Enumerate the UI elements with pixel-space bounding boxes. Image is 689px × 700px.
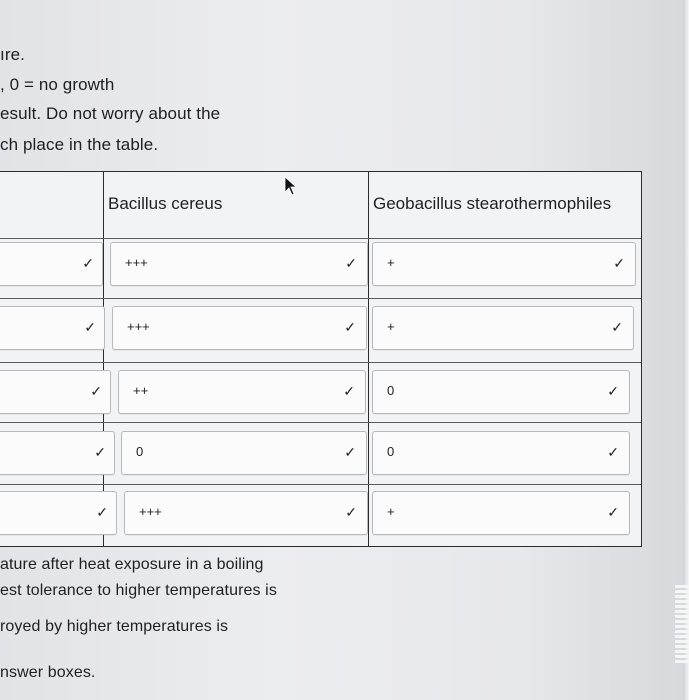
row-2-bacillus-select[interactable]: +++ ✓: [112, 306, 367, 350]
row-2-geobacillus-select[interactable]: + ✓: [372, 306, 634, 350]
chevron-down-icon: ✓: [344, 319, 356, 335]
row-5-bacillus-select[interactable]: +++ ✓: [124, 491, 368, 535]
row-divider: [0, 362, 641, 363]
row-3-treatment-select[interactable]: [0, 370, 111, 414]
chevron-down-icon: ✓: [90, 383, 102, 399]
row-1-treatment-select[interactable]: [0, 242, 103, 286]
chevron-down-icon: ✓: [94, 444, 106, 460]
row-4-bacillus-select[interactable]: 0 ✓: [121, 431, 367, 475]
row-2-treatment-select[interactable]: [0, 306, 105, 350]
chevron-down-icon: ✓: [96, 504, 108, 520]
instruction-line-2: , 0 = no growth: [0, 75, 115, 94]
chevron-down-icon: ✓: [84, 319, 96, 335]
header-bacillus-cereus: Bacillus cereus: [108, 194, 223, 213]
row-divider: [0, 298, 641, 299]
chevron-down-icon: ✓: [611, 319, 623, 335]
results-table: [0, 171, 642, 547]
chevron-down-icon: ✓: [82, 255, 94, 271]
chevron-down-icon: ✓: [607, 444, 619, 460]
question-line-2: est tolerance to higher temperatures is: [0, 582, 277, 599]
chevron-down-icon: ✓: [344, 444, 356, 460]
question-line-4: nswer boxes.: [0, 664, 96, 681]
column-divider: [368, 172, 369, 546]
instruction-line-1: ıre.: [0, 45, 25, 64]
row-3-geobacillus-select[interactable]: 0 ✓: [372, 370, 630, 414]
screen-edge-highlights: [675, 585, 689, 700]
question-line-1: ature after heat exposure in a boiling: [0, 556, 264, 573]
mouse-pointer-icon: [284, 176, 298, 196]
row-5-geobacillus-select[interactable]: + ✓: [372, 491, 630, 535]
chevron-down-icon: ✓: [345, 255, 357, 271]
row-5-treatment-select[interactable]: [0, 491, 117, 535]
instruction-line-4: ch place in the table.: [0, 135, 159, 154]
row-3-bacillus-select[interactable]: ++ ✓: [118, 370, 366, 414]
question-line-3: royed by higher temperatures is: [0, 618, 229, 635]
row-4-treatment-select[interactable]: [0, 431, 115, 475]
chevron-down-icon: ✓: [343, 383, 355, 399]
chevron-down-icon: ✓: [345, 504, 357, 520]
instruction-line-3: esult. Do not worry about the: [0, 104, 221, 123]
header-geobacillus: Geobacillus stearothermophiles: [373, 194, 612, 213]
chevron-down-icon: ✓: [613, 255, 625, 271]
row-1-geobacillus-select[interactable]: + ✓: [372, 242, 636, 286]
row-1-bacillus-select[interactable]: +++ ✓: [110, 242, 368, 286]
chevron-down-icon: ✓: [607, 383, 619, 399]
row-divider: [0, 238, 641, 239]
column-divider: [103, 172, 104, 546]
row-divider: [0, 484, 641, 485]
row-4-geobacillus-select[interactable]: 0 ✓: [372, 431, 630, 475]
row-divider: [0, 422, 641, 423]
chevron-down-icon: ✓: [607, 504, 619, 520]
